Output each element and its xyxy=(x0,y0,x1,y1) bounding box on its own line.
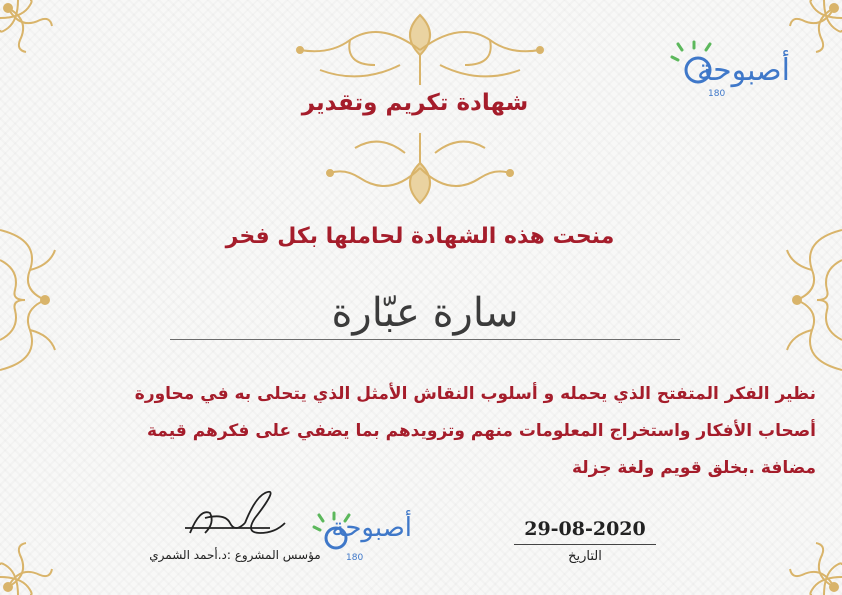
top-center-ornament xyxy=(280,10,560,90)
svg-text:أصبوحة: أصبوحة xyxy=(697,53,790,88)
corner-ornament-bottom-left xyxy=(0,525,70,595)
corner-ornament-top-left xyxy=(0,0,70,70)
certificate-subtitle: منحت هذه الشهادة لحاملها بكل فخر xyxy=(225,224,615,249)
signature xyxy=(185,478,295,552)
certificate-body: نظير الفكر المتفتح الذي يحمله و أسلوب النقاش الأمثل الذي يتحلى به في محاورة أصحاب الأفكار واستخراج المعلومات منهم وتزويدهم بما يضفي على فكرهم قيمة مضافة .بخلق قويم ولغة جزلة xyxy=(134,384,816,478)
side-ornament-right xyxy=(782,210,842,390)
corner-ornament-bottom-right xyxy=(772,525,842,595)
logo-top-right xyxy=(668,40,798,104)
svg-text:180: 180 xyxy=(708,89,726,99)
svg-text:180: 180 xyxy=(346,553,364,563)
recipient-underline xyxy=(170,339,680,340)
logo-bottom xyxy=(312,488,422,572)
date-underline xyxy=(514,544,656,545)
founder-label: مؤسس المشروع :د.أحمد الشمري xyxy=(149,548,321,562)
date-label: التاريخ xyxy=(568,549,602,564)
svg-text:أصبوحة: أصبوحة xyxy=(331,513,412,543)
recipient-name: سارة عبّارة xyxy=(331,290,519,336)
middle-ornament xyxy=(320,128,520,208)
date-value: 29-08-2020 xyxy=(524,518,646,540)
side-ornament-left xyxy=(0,210,60,390)
certificate-title: شهادة تكريم وتقدير xyxy=(301,90,529,116)
